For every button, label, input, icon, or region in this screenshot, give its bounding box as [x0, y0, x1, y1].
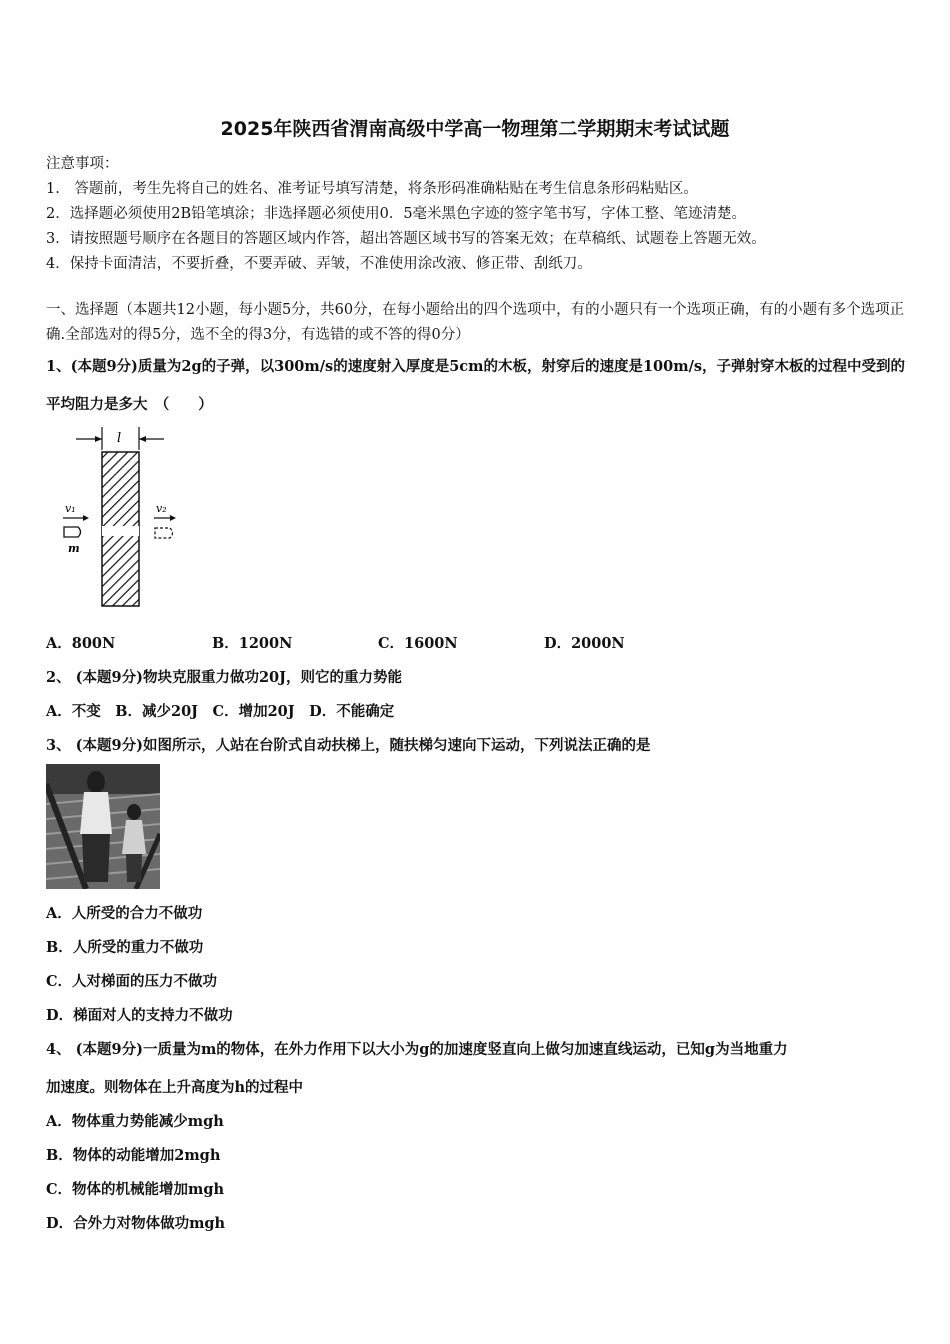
q4-option-c[interactable]: C．物体的机械能增加mgh	[46, 1181, 225, 1198]
q4-stem-line1: 4、 (本题9分)一质量为m的物体，在外力作用下以大小为g的加速度竖直向上做匀加速直线运动，已知g为当地重力	[46, 1041, 788, 1058]
q1-options	[46, 632, 908, 653]
notice-item-2: 2．选择题必须使用2B铅笔填涂；非选择题必须使用0．5毫米黑色字迹的签字笔书写，字体工整、笔迹清楚。	[46, 206, 747, 222]
v1-label: v₁	[65, 502, 76, 515]
bullet-path	[102, 526, 139, 536]
page-title: 2025年陕西省渭南高级中学高一物理第二学期期末考试试题	[220, 118, 730, 140]
bullet-exit-icon	[155, 528, 173, 538]
q1-option-d[interactable]: D．2000N	[544, 635, 625, 652]
notice-item-3: 3．请按照题号顺序在各题目的答题区域内作答，超出答题区域书写的答案无效；在草稿纸、试题卷上答题无效。	[46, 231, 766, 247]
notice-heading: 注意事项：	[46, 156, 119, 172]
mass-label: m	[68, 542, 80, 555]
q3-stem: 3、 (本题9分)如图所示，人站在台阶式自动扶梯上，随扶梯匀速向下运动，下列说法正确的是	[46, 737, 651, 754]
q4-option-d[interactable]: D．合外力对物体做功mgh	[46, 1215, 226, 1232]
v2-label: v₂	[156, 502, 167, 515]
q2-stem: 2、 (本题9分)物块克服重力做功20J，则它的重力势能	[46, 669, 402, 686]
q3-option-d[interactable]: D．梯面对人的支持力不做功	[46, 1007, 233, 1024]
q3-option-c[interactable]: C．人对梯面的压力不做功	[46, 973, 218, 990]
q1-option-c[interactable]: C．1600N	[378, 635, 458, 652]
q4-option-a[interactable]: A．物体重力势能减少mgh	[46, 1113, 224, 1130]
q1-option-b[interactable]: B．1200N	[212, 635, 293, 652]
bullet-board-diagram	[58, 422, 178, 612]
q1-stem: 1、(本题9分)质量为2g的子弹，以300m/s的速度射入厚度是5cm的木板，射穿后的速度是100m/s，子弹射穿木板的过程中受到的平均阻力是多大 （ ）	[46, 358, 906, 413]
section-heading: 一、选择题（本题共12小题，每小题5分，共60分，在每小题给出的四个选项中，有的小题只有一个选项正确，有的小题有多个选项正确.全部选对的得5分，选不全的得3分，有选错的或不答的得0分）	[46, 302, 905, 343]
q2-options: A．不变 B．减少20J C．增加20J D．不能确定	[46, 703, 395, 720]
q4-stem-line2: 加速度。则物体在上升高度为h的过程中	[46, 1079, 304, 1096]
notice-item-1: 1. 答题前，考生先将自己的姓名、准考证号填写清楚，将条形码准确粘贴在考生信息条形码粘贴区。	[46, 181, 698, 197]
q1-option-a[interactable]: A．800N	[46, 635, 116, 652]
thickness-label: l	[117, 431, 122, 446]
bullet-icon	[64, 527, 81, 537]
arrow-right-icon	[83, 515, 89, 521]
notice-item-4: 4．保持卡面清洁，不要折叠，不要弄破、弄皱，不准使用涂改液、修正带、刮纸刀。	[46, 256, 592, 272]
q3-option-b[interactable]: B．人所受的重力不做功	[46, 939, 204, 956]
q4-option-b[interactable]: B．物体的动能增加2mgh	[46, 1147, 221, 1164]
q3-option-a[interactable]: A．人所受的合力不做功	[46, 905, 203, 922]
arrow-right-icon	[170, 515, 176, 521]
escalator-photo	[46, 764, 160, 889]
